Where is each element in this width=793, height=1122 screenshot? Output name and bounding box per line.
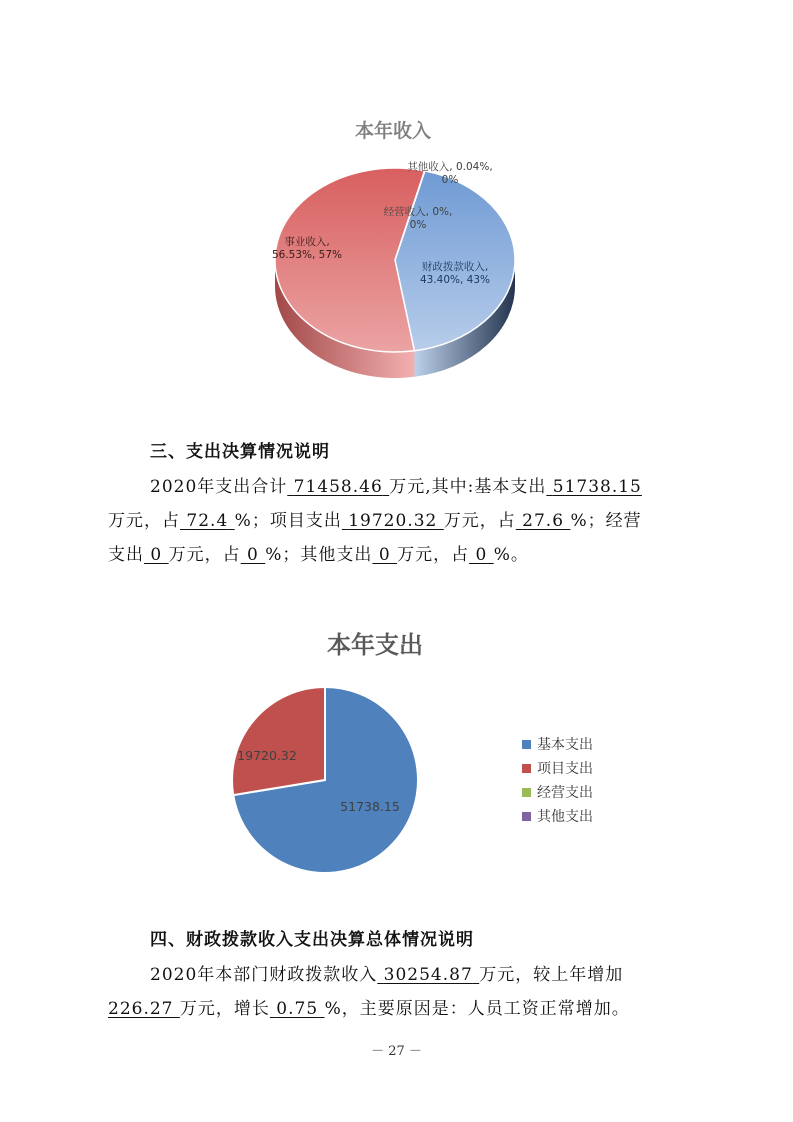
legend-swatch — [522, 740, 531, 749]
basic-expenditure — [546, 477, 642, 497]
legend-item — [522, 780, 593, 804]
page-number: － 27 － — [371, 1044, 422, 1059]
section4-line1 — [150, 958, 740, 992]
text: 万元，较上年增加 — [479, 965, 624, 985]
text: %，主要原因是：人员工资正常增加。 — [324, 999, 630, 1019]
project-expenditure — [342, 511, 444, 531]
growth-rate — [270, 999, 325, 1019]
legend-item — [522, 732, 593, 756]
income-data-label: 经营收入, 0%, 0% — [383, 206, 453, 231]
text: %。 — [493, 545, 529, 565]
legend-label: 项目支出 — [537, 761, 593, 777]
income-data-label: 其他收入, 0.04%, 0% — [407, 161, 493, 186]
legend-item — [522, 804, 593, 828]
total-expenditure — [287, 477, 389, 497]
section3-heading: 三、支出决算情况说明 — [150, 442, 330, 462]
section4-line2 — [108, 992, 698, 1026]
expenditure-data-label: 19720.32 — [237, 748, 297, 763]
other-expenditure-value: 0 — [378, 545, 391, 565]
operating-expenditure-value: 0 — [150, 545, 163, 565]
text: %；经营 — [570, 511, 642, 531]
other-expenditure — [372, 545, 397, 565]
legend-item — [522, 756, 593, 780]
operating-percent — [241, 545, 266, 565]
total-expenditure-value: 71458.46 — [293, 477, 383, 497]
increase-amount — [108, 999, 180, 1019]
expenditure-data-label: 51738.15 — [340, 799, 400, 814]
legend-swatch — [522, 764, 531, 773]
income-chart-title: 本年收入 — [354, 120, 432, 142]
text: 万元，占 — [443, 511, 516, 531]
text: 2020年本部门财政拨款收入 — [150, 965, 378, 985]
income-data-label: 财政拨款收入, 43.40%, 43% — [419, 261, 491, 286]
expenditure-pie-slices — [232, 687, 418, 873]
project-percent-value: 27.6 — [522, 511, 565, 531]
section3-line1 — [150, 470, 740, 504]
section4-heading: 四、财政拨款收入支出决算总体情况说明 — [150, 930, 474, 950]
other-percent — [469, 545, 494, 565]
section3-line2 — [108, 504, 698, 538]
expenditure-slice-项目支出 — [232, 687, 325, 795]
income-data-label: 事业收入, 56.53%, 57% — [271, 236, 343, 261]
operating-expenditure — [144, 545, 169, 565]
text: 万元，占 — [108, 511, 180, 531]
fiscal-income-value: 30254.87 — [383, 965, 473, 985]
project-expenditure-value: 19720.32 — [348, 511, 438, 531]
income-pie-slices — [275, 168, 515, 378]
text: 2020年支出合计 — [150, 477, 288, 497]
legend-swatch — [522, 788, 531, 797]
text: 万元，占 — [168, 545, 241, 565]
growth-rate-value: 0.75 — [276, 999, 319, 1019]
expenditure-chart-title: 本年支出 — [327, 631, 423, 659]
income-pie-chart — [240, 105, 550, 395]
text: 万元,其中:基本支出 — [389, 477, 547, 497]
project-percent — [516, 511, 571, 531]
section3-line3 — [108, 538, 698, 572]
basic-percent-value: 72.4 — [186, 511, 229, 531]
fiscal-income — [377, 965, 479, 985]
text: %；其他支出 — [265, 545, 373, 565]
text: 支出 — [108, 545, 144, 565]
expenditure-legend — [522, 732, 593, 828]
expenditure-pie-chart — [215, 615, 455, 885]
text: %；项目支出 — [234, 511, 342, 531]
increase-amount-value: 226.27 — [108, 999, 174, 1019]
basic-percent — [180, 511, 235, 531]
text: 万元，占 — [397, 545, 470, 565]
basic-expenditure-value: 51738.15 — [552, 477, 642, 497]
legend-swatch — [522, 812, 531, 821]
legend-label: 基本支出 — [537, 737, 593, 753]
legend-label: 经营支出 — [537, 785, 593, 801]
other-percent-value: 0 — [475, 545, 488, 565]
text: 万元，增长 — [179, 999, 270, 1019]
legend-label: 其他支出 — [537, 809, 593, 825]
operating-percent-value: 0 — [247, 545, 259, 565]
